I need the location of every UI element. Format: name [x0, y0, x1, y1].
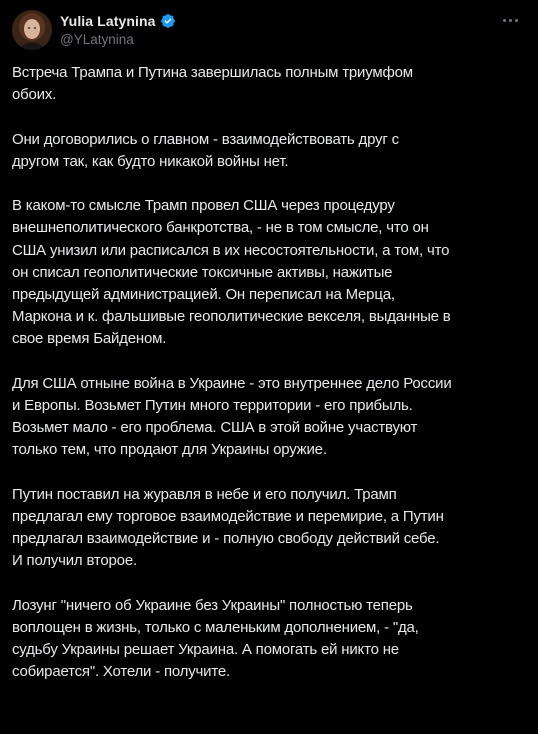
- author-handle[interactable]: @YLatynina: [60, 32, 134, 47]
- tweet-header: [12, 10, 526, 50]
- author-display-name[interactable]: Yulia Latynina: [60, 13, 156, 29]
- tweet-paragraph: Лозунг "ничего об Украине без Украины" полностью теперь воплощен в жизнь, только с маленьким дополнением, - "да, судьбу Украины решает Украина. А помогать ей никто не собирается". Хотели - получите.: [12, 596, 419, 681]
- tweet-paragraph: Встреча Трампа и Путина завершилась полным триумфом обоих.: [12, 64, 413, 104]
- avatar[interactable]: [12, 10, 52, 50]
- tweet-paragraph: Для США отныне война в Украине - это внутреннее дело России и Европы. Возьмет Путин много территории - его прибыль. Возьмет мало - его проблема. США в этой войне участвуют только тем, что продают для Украины оружие.: [12, 374, 452, 459]
- display-name-row: [60, 12, 176, 30]
- avatar-image: [12, 10, 52, 50]
- more-horizontal-icon: [503, 19, 506, 22]
- more-horizontal-icon-dot: [509, 19, 512, 22]
- tweet-paragraph: Они договорились о главном - взаимодействовать друг с другом так, как будто никакой войны нет.: [12, 130, 399, 170]
- more-options-button[interactable]: [498, 10, 522, 30]
- verified-badge-icon[interactable]: [160, 13, 176, 29]
- more-horizontal-icon-dot: [515, 19, 518, 22]
- tweet-text: [12, 62, 522, 706]
- tweet-paragraph: Путин поставил на журавля в небе и его получил. Трамп предлагал ему торговое взаимодействие и перемирие, а Путин предлагал взаимодействие и - полную свободу действий себе. И получил второе.: [12, 485, 444, 570]
- author-names: [60, 12, 176, 47]
- tweet-paragraph: В каком-то смысле Трамп провел США через процедуру внешнеполитического банкротства, - не в том смысле, что он США унизил или расписался в их несостоятельности, а том, что он списал геополитические токсичные активы, нажитые предыдущей администрацией. Он переписал на Мерца, Маркона и к. фальшивые геополитические векселя, выданные в свое время Байденом.: [12, 197, 451, 348]
